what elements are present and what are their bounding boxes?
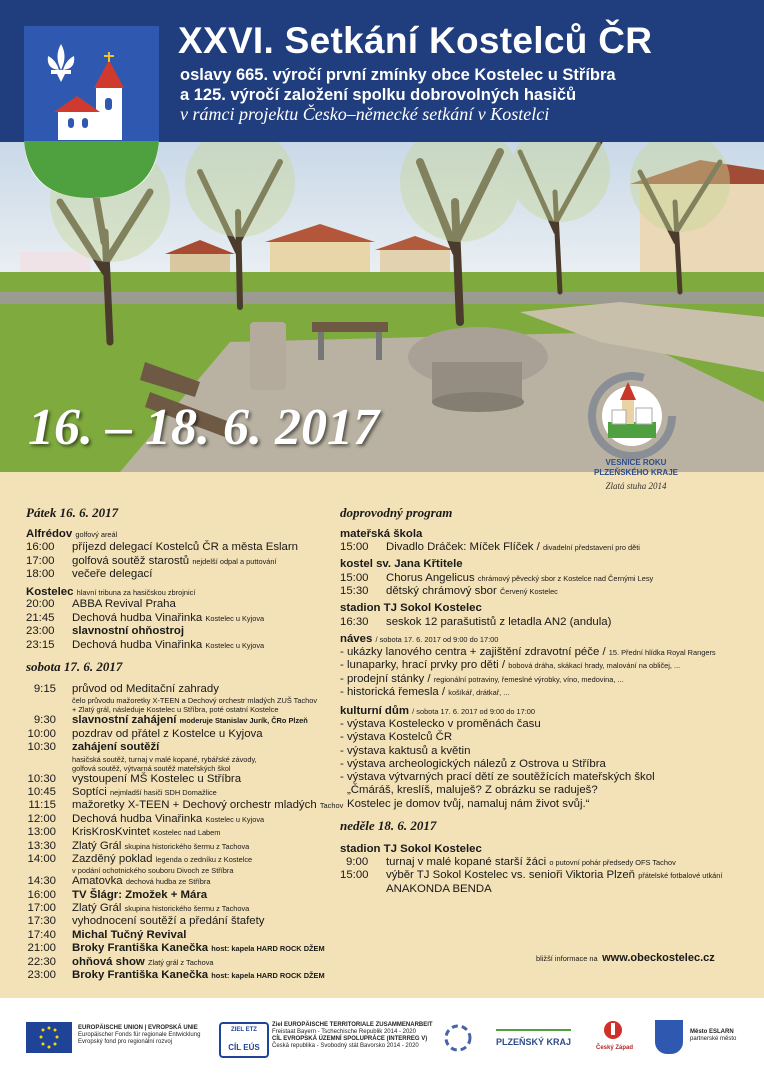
item-text [72, 773, 241, 786]
item-title: - lunaparky, hrací prvky pro děti [340, 659, 499, 672]
list-item [340, 585, 740, 598]
cesky-text: Český Západ [596, 1045, 634, 1051]
item-time: 17:40 [27, 928, 56, 941]
item-title: průvod od Meditační zahrady [72, 683, 219, 695]
item-time: 18:00 [26, 568, 55, 580]
item-title: turnaj v malé kopané starší žáci [386, 856, 547, 868]
item-title: ohňová show [72, 955, 145, 968]
item-detail: golfová soutěž, výtvarná soutěž mateřských škol [72, 763, 231, 773]
item-text [72, 902, 249, 915]
saturday-list [26, 683, 344, 982]
item-note: skupina historického šermu z Tachova [124, 904, 250, 914]
venue-note: sobota 17. 6. 2017 od 9:00 do 17:00 [416, 707, 536, 716]
item-title: Chorus Angelicus [386, 572, 475, 584]
village-green-venue: náves / sobota 17. 6. 2017 od 9:00 do 17:00 [340, 633, 499, 645]
euregio-logo [440, 1020, 476, 1056]
item-time: 14:30 [27, 875, 56, 888]
alfredov-list [26, 541, 326, 582]
venue-note: sobota 17. 6. 2017 od 9:00 do 17:00 [379, 635, 499, 644]
item-time: 15:00 [340, 541, 369, 553]
item-note: legenda o zedníku z Kostelce [155, 854, 253, 864]
item-text [72, 541, 298, 554]
item-title: Dechová hudba Vinařinka [72, 611, 203, 624]
eslarn-crest-icon [655, 1020, 683, 1054]
item-detail: v podání ochotnického souboru Divoch ze Stříbra [72, 866, 234, 876]
venue-title: kulturní dům [340, 705, 409, 717]
item-time: 15:00 [340, 869, 369, 882]
item-note: nejdelší odpal a puttování [192, 556, 277, 566]
item-time: 13:30 [27, 839, 56, 852]
item-text [386, 585, 558, 598]
item-title: TV Šlágr: Zmožek + Mára [72, 888, 208, 901]
item-title: Zazděný poklad [72, 852, 153, 865]
item-time: 15:00 [340, 572, 369, 584]
item-text [72, 555, 277, 568]
badge-line-1: VESNICE ROKU [605, 458, 667, 467]
item-note: Červený Kostelec [499, 587, 558, 596]
item-text [72, 853, 252, 866]
kostelec-list [26, 598, 326, 652]
badge-subtitle: Zlatá stuha 2014 [605, 481, 667, 491]
item-time: 9:00 [346, 856, 369, 868]
venue-note: hlavní tribuna za hasičskou zbrojnicí [76, 588, 196, 597]
list-item: „Čmáráš, kreslíš, maluješ? Z obrázku se raduješ? [347, 784, 598, 797]
list-item [340, 616, 740, 629]
kindergarten-venue: mateřská škola [340, 528, 423, 540]
item-title: ABBA Revival Praha [72, 598, 176, 610]
item-title: - prodejní stánky [340, 672, 425, 685]
item-text [72, 714, 308, 727]
item-note: Tachov [319, 801, 344, 811]
subtitle-line-3: v rámci projektu Česko–německé setkání v Kostelci [180, 104, 550, 124]
list-item [26, 773, 336, 786]
list-item [26, 568, 326, 582]
ziel-bottom: CÍL EÚS [228, 1043, 260, 1052]
item-time: 13:00 [27, 826, 56, 839]
item-note: Kostelec u Kyjova [205, 613, 265, 623]
item-title: golfová soutěž starostů [72, 554, 190, 567]
item-note: 15. Přední hlídka Royal Rangers [608, 648, 716, 657]
item-time: 15:30 [340, 585, 369, 597]
more-info [536, 948, 715, 966]
list-item: - výstava Kostelců ČR [340, 731, 453, 744]
eu-text [78, 1025, 200, 1046]
program-line-3: CÍL EVROPSKÁ ÚZEMNÍ SPOLUPRÁCE (INTERREG V) [272, 1036, 428, 1042]
list-item: - prodejní stánky / regionální potraviny, řemeslné výrobky, víno, medovina, ... [340, 672, 624, 685]
item-title: vyhodnocení soutěží a předání štafety [72, 915, 265, 928]
item-time: 23:15 [26, 638, 55, 651]
item-text [72, 929, 186, 942]
item-detail: + Zlatý grál, následuje Kostelec u Stříbra, poté ostatní Kostelce [72, 705, 279, 715]
plzen-region-logo [496, 1029, 571, 1047]
list-item: - výstava archeologických nálezů z Ostrova u Stříbra [340, 757, 606, 770]
item-time: 21:00 [27, 942, 56, 955]
item-note: dechová hudba ze Stříbra [125, 877, 211, 887]
item-title: - ukázky lanového centra + zajištění zdravotní péče [340, 646, 600, 658]
item-title: příjezd delegací Kostelců ČR a města Eslarn [72, 541, 299, 553]
list-item [26, 741, 336, 754]
item-title: Amatovka [72, 875, 123, 888]
list-item [26, 683, 336, 696]
interreg-text [272, 1022, 433, 1050]
more-info-label: bližší informace na [536, 954, 598, 963]
cesky-zapad-logo [596, 1020, 634, 1052]
item-title: - historická řemesla [340, 685, 439, 698]
saturday-heading: sobota 17. 6. 2017 [26, 659, 123, 674]
list-item: - výstava Kostelecko v proměnách času [340, 718, 541, 730]
eu-line-1: EUROPÄISCHE UNION | EVROPSKÁ UNIE [78, 1025, 198, 1031]
item-note: Kostelec u Kyjova [205, 814, 265, 824]
item-title: slavnostní zahájení [72, 714, 177, 727]
item-text [72, 889, 207, 902]
stadium-venue: stadion TJ Sokol Kostelec [340, 602, 482, 614]
item-title: Broky Františka Kanečka [72, 942, 209, 955]
item-text [72, 683, 219, 696]
item-text [72, 728, 263, 741]
list-item [340, 856, 750, 869]
item-note: Kostelec u Kyjova [205, 640, 265, 650]
list-item [26, 889, 336, 902]
list-item [26, 902, 336, 915]
item-note: host: kapela HARD ROCK DŽEM [211, 944, 325, 954]
item-note: Zlatý grál z Tachova [147, 957, 214, 967]
item-text: Divadlo Dráček: Míček Flíček / divadelní představení pro děti [386, 541, 640, 553]
list-item [26, 714, 336, 727]
list-item [26, 625, 326, 639]
item-time: 17:00 [27, 902, 56, 915]
list-item: Kostelec je domov tvůj, namaluj nám život svůj.“ [347, 797, 590, 810]
item-title: Dechová hudba Vinařinka [72, 638, 203, 651]
item-title: večeře delegací [72, 568, 153, 580]
item-title: výběr TJ Sokol Kostelec vs. senioři Viktoria Plzeň [386, 869, 636, 882]
venue-title: Alfrédov [26, 528, 73, 540]
item-text [386, 572, 653, 585]
village-coat-of-arms [24, 26, 159, 198]
list-item [26, 598, 326, 612]
eu-line-3: Evropský fond pro regionální rozvoj [78, 1039, 173, 1045]
item-time: 10:30 [27, 741, 56, 754]
item-title: vystoupení MŠ Kostelec u Stříbra [72, 772, 242, 785]
item-time: 11:15 [28, 799, 56, 812]
item-title: Zlatý Grál [72, 902, 122, 915]
item-text [72, 568, 152, 581]
item-title: zahájení soutěží [72, 741, 160, 754]
list-item [26, 929, 336, 942]
item-time: 17:30 [27, 915, 56, 928]
badge-line-2: PLZEŇSKÉHO KRAJE [593, 468, 678, 477]
side-program-heading: doprovodný program [340, 505, 453, 520]
eu-line-2: Europäischer Fonds für regionale Entwicklung [78, 1032, 201, 1038]
item-title: pozdrav od přátel z Kostelce u Kyjova [72, 727, 263, 740]
item-note: bobová dráha, skákací hrady, malování na obličej, ... [508, 661, 681, 671]
item-title: KrisKrosKvintet [72, 826, 150, 839]
item-text [72, 826, 220, 839]
item-note: košíkář, drátkař, ... [448, 687, 510, 697]
plzen-text: PLZEŇSKÝ KRAJ [496, 1037, 572, 1047]
item-text [72, 840, 249, 853]
poster-title: XXVI. Setkání Kostelců ČR [178, 20, 653, 61]
item-detail: hasičská soutěž, turnaj v malé kopané, rybářské závody, [72, 754, 257, 764]
list-item [26, 853, 336, 866]
list-item [26, 826, 336, 839]
program-line-1: Ziel EUROPÄISCHE TERRITORIALE ZUSAMMENARBEIT [272, 1022, 433, 1028]
item-detail: čelo průvodu mažoretky X-TEEN a Dechový orchestr mladých ZUŠ Tachov [72, 696, 318, 706]
list-item [26, 799, 344, 812]
sunday-list [340, 856, 750, 896]
item-time: 23:00 [27, 969, 56, 982]
friday-heading: Pátek 16. 6. 2017 [26, 505, 119, 520]
subtitle-line-1: oslavy 665. výročí první zmínky obce Kostelec u Stříbra [180, 66, 616, 84]
list-item: - výstava výtvarných prací dětí ze soutěžících mateřských škol [340, 771, 655, 784]
item-title: mažoretky X-TEEN + Dechový orchestr mladých [72, 799, 317, 812]
village-green-list [340, 646, 750, 699]
item-text [72, 639, 264, 652]
list-item [26, 875, 336, 888]
item-title: dětský chrámový sbor [386, 585, 497, 597]
list-item [26, 728, 336, 741]
list-item [26, 786, 336, 799]
ziel-etz-logo [219, 1022, 269, 1058]
item-title: Michal Tučný Revival [72, 928, 187, 941]
list-item [26, 639, 326, 653]
subtitle-line-2: a 125. výročí založení spolku dobrovolných hasičů [180, 86, 577, 104]
list-item [26, 612, 326, 626]
culture-house-list [340, 718, 750, 811]
item-text [72, 786, 217, 799]
item-title: ANAKONDA BENDA [386, 882, 492, 895]
eu-flag-icon [26, 1022, 72, 1053]
item-time: 10:45 [27, 785, 56, 798]
item-note: o putovní pohár předsedy OFS Tachov [549, 858, 676, 867]
village-of-year-badge [586, 370, 678, 462]
item-text [72, 612, 264, 625]
venue-title: Kostelec [26, 586, 74, 598]
item-note: regionální potraviny, řemeslné výrobky, víno, medovina, ... [433, 674, 624, 684]
venue-title: náves [340, 633, 373, 645]
item-time: 10:00 [27, 727, 56, 740]
item-note: chrámový pěvecký sbor z Kostelce nad Černými Lesy [477, 574, 654, 583]
sunday-heading: neděle 18. 6. 2017 [340, 818, 437, 833]
item-note: nejmladší hasiči SDH Domažlice [110, 787, 217, 797]
item-text [72, 942, 325, 955]
item-text [72, 915, 265, 928]
list-item: - lunaparky, hrací prvky pro děti / bobová dráha, skákací hrady, malování na obličej, ... [340, 659, 681, 672]
list-item [340, 883, 750, 896]
item-text [386, 856, 676, 869]
item-text [72, 799, 343, 812]
event-dates: 16. – 18. 6. 2017 [28, 399, 379, 456]
item-title: Dechová hudba Vinařinka [72, 812, 203, 825]
ziel-top: ZIEL ETZ [231, 1027, 257, 1033]
list-item [26, 813, 336, 826]
list-item [26, 541, 326, 555]
item-time: 21:45 [26, 611, 55, 624]
church-venue: kostel sv. Jana Křtitele [340, 558, 463, 570]
eslarn-line-2: partnerské město [690, 1036, 737, 1042]
item-time: 23:00 [26, 625, 55, 637]
list-item [26, 555, 326, 569]
list-item [340, 869, 750, 882]
item-time: 9:30 [33, 714, 56, 727]
list-item [340, 572, 740, 585]
item-note: host: kapela HARD ROCK DŽEM [211, 971, 325, 981]
item-time: 14:00 [27, 852, 56, 865]
item-time: 17:00 [26, 554, 55, 567]
item-note: skupina historického šermu z Tachova [124, 841, 250, 851]
item-time: 9:15 [33, 683, 56, 695]
item-text [72, 741, 159, 754]
item-note: divadelní představení pro děti [542, 543, 640, 552]
item-time: 20:00 [26, 598, 55, 610]
list-item [26, 942, 336, 955]
list-item [26, 956, 336, 969]
item-text [72, 813, 264, 826]
item-title: Soptíci [72, 785, 107, 798]
item-title: seskok 12 parašutistů z letadla AN2 (andula) [386, 616, 612, 628]
item-time: 16:00 [26, 541, 55, 553]
list-item [26, 840, 336, 853]
alfredov-venue [26, 528, 117, 541]
list-item: - ukázky lanového centra + zajištění zdravotní péče / 15. Přední hlídka Royal Rangers [340, 646, 716, 658]
item-text [72, 969, 325, 982]
list-item: - historická řemesla / košíkář, drátkař, ... [340, 685, 510, 698]
list-item [340, 541, 720, 554]
culture-house-venue: kulturní dům / sobota 17. 6. 2017 od 9:00 do 17:00 [340, 705, 536, 717]
item-note: Kostelec nad Labem [153, 828, 221, 838]
item-text [72, 875, 210, 888]
item-time: 16:30 [340, 616, 369, 628]
item-title: Broky Františka Kanečka [72, 969, 209, 982]
item-title: Divadlo Dráček: Míček Flíček [386, 541, 534, 553]
item-text [72, 956, 214, 969]
item-title: slavnostní ohňostroj [72, 625, 185, 637]
list-item [26, 915, 336, 928]
list-item: - výstava kaktusů a květin [340, 744, 471, 757]
item-time: 12:00 [27, 812, 56, 825]
item-note: přátelské fotbalové utkání [638, 871, 723, 881]
list-item [26, 969, 336, 982]
venue-note: golfový areál [75, 530, 118, 539]
eslarn-text [690, 1029, 736, 1043]
item-text [386, 869, 722, 882]
website-link[interactable]: www.obeckostelec.cz [602, 952, 715, 964]
item-time: 10:30 [27, 772, 56, 785]
item-time: 16:00 [27, 888, 56, 901]
item-note: moderuje Stanislav Jurík, ČRo Plzeň [179, 716, 308, 726]
item-time: 22:30 [27, 955, 56, 968]
eslarn-line-1: Město ESLARN [690, 1029, 734, 1035]
sunday-venue: stadion TJ Sokol Kostelec [340, 843, 482, 855]
program-line-2: Freistaat Bayern - Tschechische Republik 2014 - 2020 [272, 1029, 416, 1035]
badge-title [581, 458, 691, 478]
item-title: Zlatý Grál [72, 839, 122, 852]
program-line-4: Česká republika - Svobodný stát Bavorsko 2014 - 2020 [272, 1043, 419, 1049]
